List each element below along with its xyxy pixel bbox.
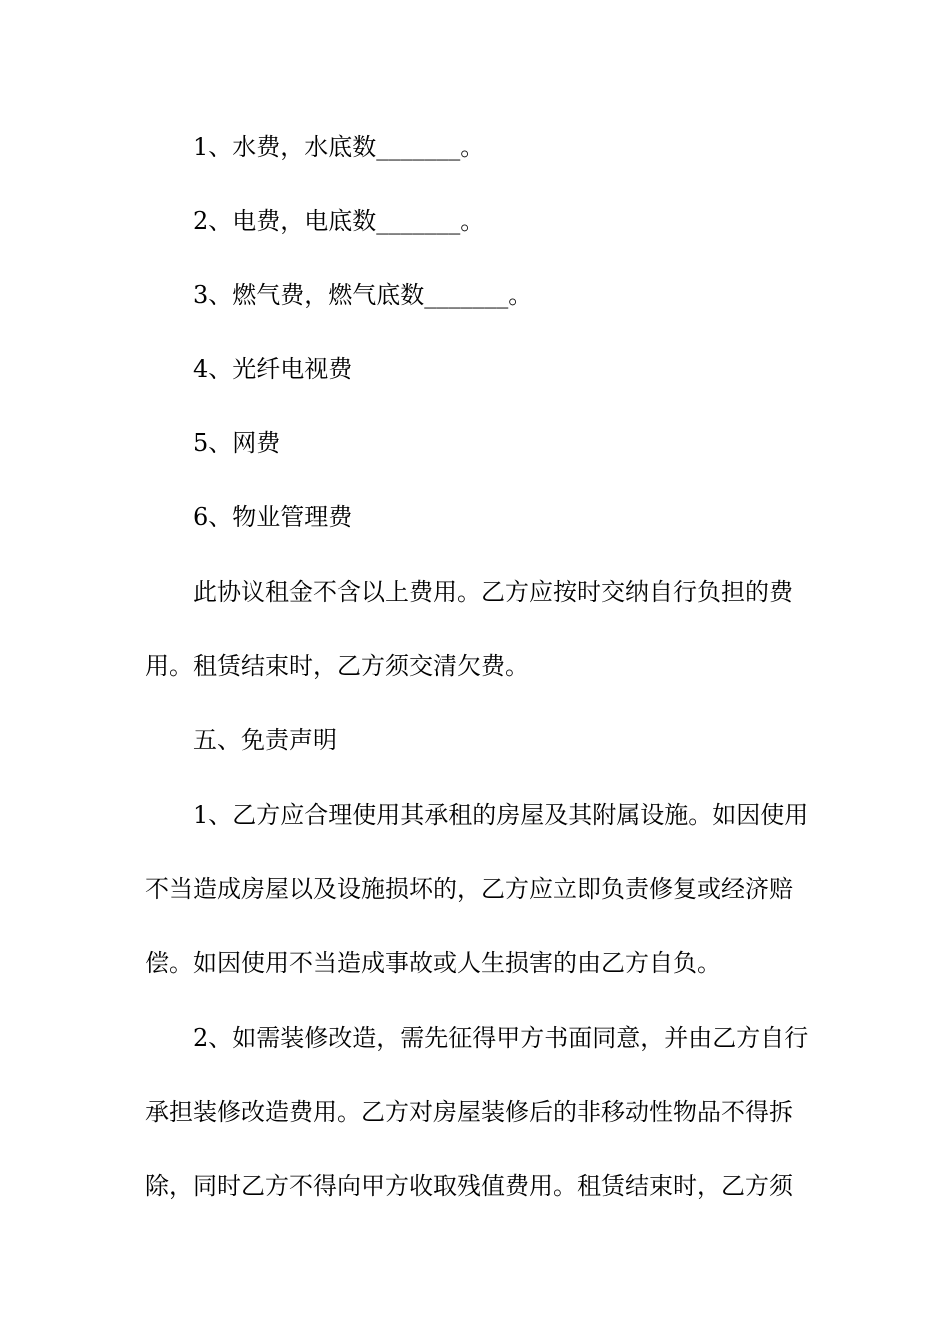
item-electricity-fee: 2、电费，电底数_______。 [193,207,485,235]
item-fiber-tv-fee: 4、光纤电视费 [193,355,353,383]
section-heading-disclaimer: 五、免责声明 [193,726,337,754]
item-property-fee: 6、物业管理费 [193,503,353,531]
disclaimer-clause-2: 2、如需装修改造，需先征得甲方书面同意，并由乙方自行承担装修改造费用。乙方对房屋装修后的非移动性物品不得拆除，同时乙方不得向甲方收取残值费用。租赁结束时，乙方须 [145,1024,809,1200]
item-water-fee: 1、水费，水底数_______。 [193,133,485,161]
fees-note-paragraph: 此协议租金不含以上费用。乙方应按时交纳自行负担的费用。租赁结束时，乙方须交清欠费。 [145,578,793,680]
item-gas-fee: 3、燃气费，燃气底数_______。 [193,281,533,309]
item-internet-fee: 5、网费 [193,429,281,457]
disclaimer-clause-1: 1、乙方应合理使用其承租的房屋及其附属设施。如因使用不当造成房屋以及设施损坏的，乙方应立即负责修复或经济赔偿。如因使用不当造成事故或人生损害的由乙方自负。 [145,801,809,977]
